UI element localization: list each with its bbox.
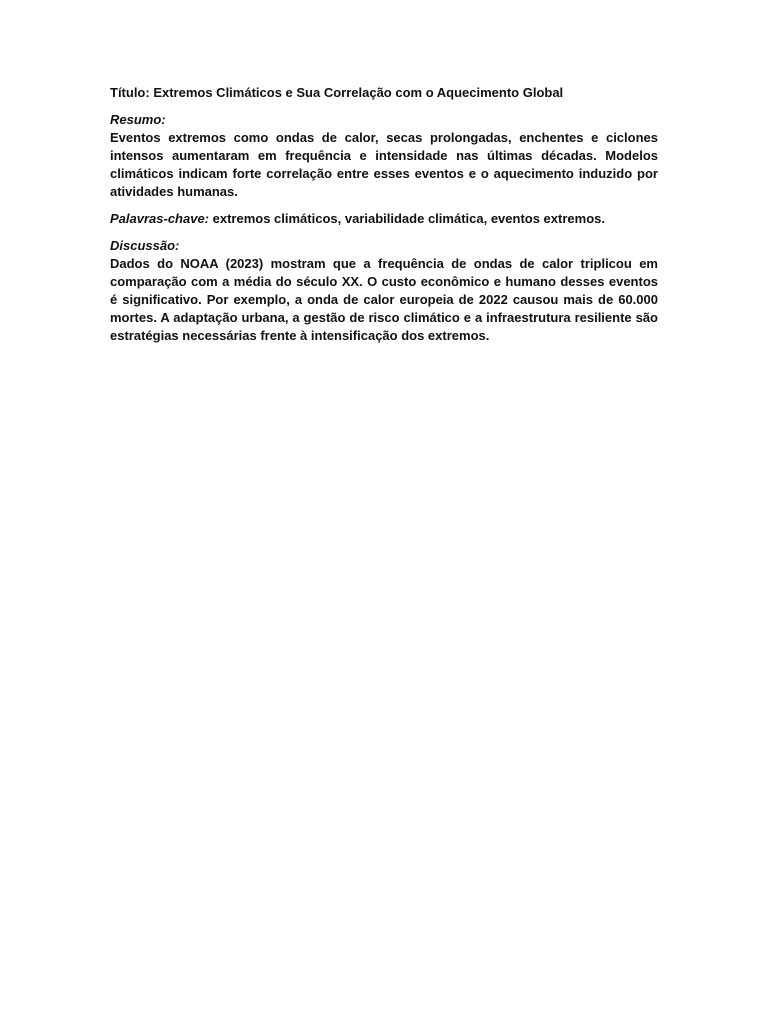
resumo-text: Eventos extremos como ondas de calor, secas prolongadas, enchentes e ciclones intensos aumentaram em frequência e intensidade nas últimas décadas. Modelos climáticos indicam forte correlação entre esses eventos e o aquecimento induzido por atividades humanas. xyxy=(110,130,658,199)
keywords-line xyxy=(110,210,658,228)
discussao-section xyxy=(110,237,658,345)
resumo-label: Resumo: xyxy=(110,112,166,127)
keywords-label: Palavras-chave: xyxy=(110,211,210,226)
keywords-text: extremos climáticos, variabilidade climática, eventos extremos. xyxy=(209,211,605,226)
discussao-text: Dados do NOAA (2023) mostram que a frequência de ondas de calor triplicou em comparação com a média do século XX. O custo econômico e humano desses eventos é significativo. Por exemplo, a onda de calor europeia de 2022 causou mais de 60.000 mortes. A adaptação urbana, a gestão de risco climático e a infraestrutura resiliente são estratégias necessárias frente à intensificação dos extremos. xyxy=(110,256,658,343)
resumo-section xyxy=(110,111,658,201)
discussao-label: Discussão: xyxy=(110,238,180,253)
document-title: Título: Extremos Climáticos e Sua Correlação com o Aquecimento Global xyxy=(110,85,564,100)
